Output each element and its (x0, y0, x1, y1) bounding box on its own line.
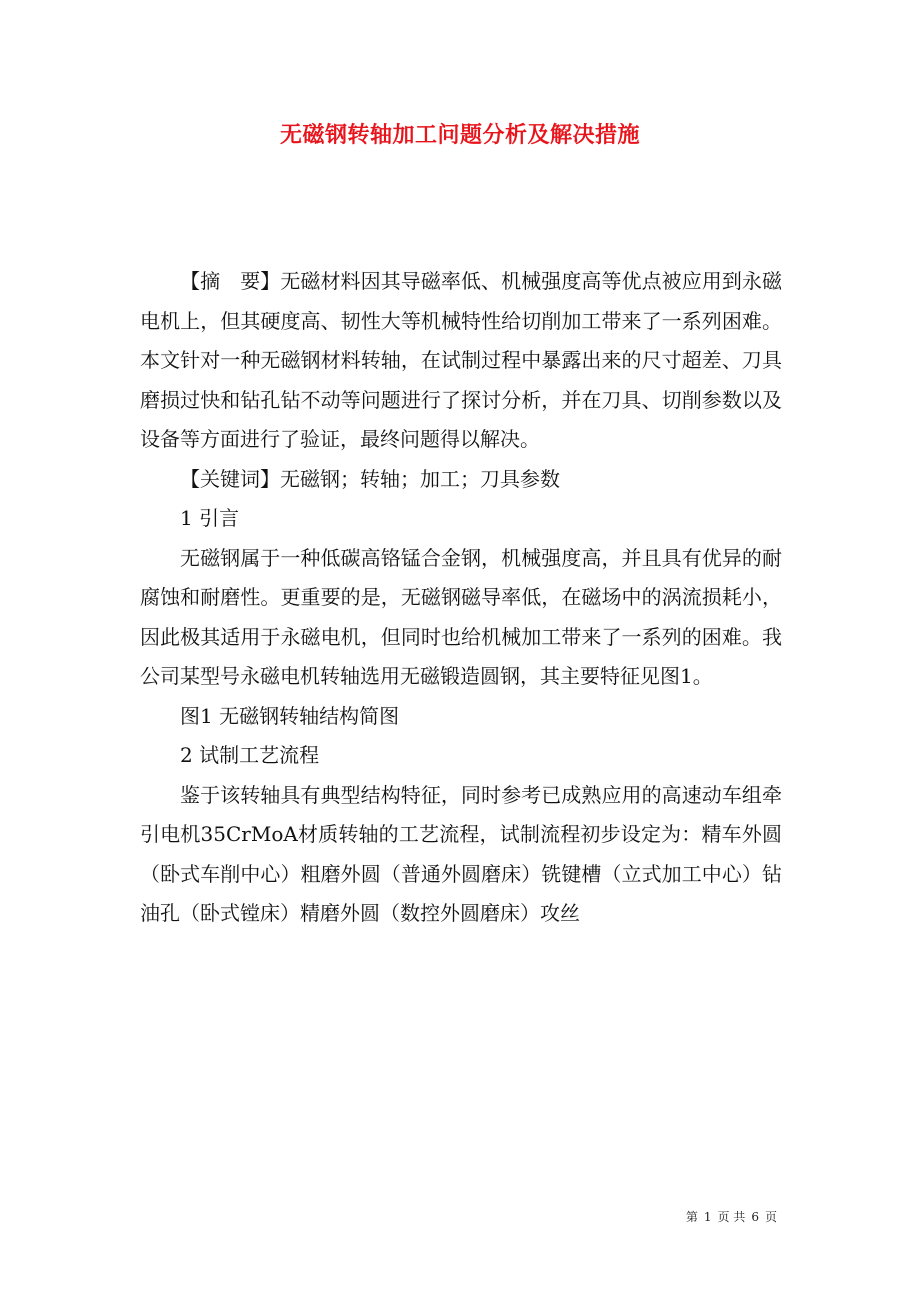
footer-page-mid: 页 共 (717, 1210, 746, 1224)
footer-page-suffix: 页 (764, 1210, 777, 1224)
keywords-paragraph: 【关键词】无磁钢；转轴；加工；刀具参数 (180, 466, 560, 491)
document-body (140, 262, 782, 934)
page-footer (683, 1208, 780, 1225)
footer-total-pages: 6 (751, 1210, 759, 1224)
footer-page-prefix: 第 (685, 1210, 698, 1224)
body-paragraph: 鉴于该转轴具有典型结构特征，同时参考已成熟应用的高速动车组牵引电机35CrMoA材质转轴的工艺流程，试制流程初步设定为：精车外圆（卧式车削中心）粗磨外圆（普通外圆磨床）铣键槽（立式加工中心）钻油孔（卧式镗床）精磨外圆（数控外圆磨床）攻丝 (140, 782, 782, 925)
document-title: 无磁钢转轴加工问题分析及解决措施 (279, 122, 640, 148)
section-heading-process: 2 试制工艺流程 (180, 743, 320, 767)
abstract-paragraph: 【摘 要】无磁材料因其导磁率低、机械强度高等优点被应用到永磁电机上，但其硬度高、韧性大等机械特性给切削加工带来了一系列困难。本文针对一种无磁钢材料转轴，在试制过程中暴露出来的尺寸超差、刀具磨损过快和钻孔钻不动等问题进行了探讨分析，并在刀具、切削参数以及设备等方面进行了验证，最终问题得以解决。 (140, 269, 782, 451)
figure-caption: 图1 无磁钢转轴结构简图 (180, 703, 400, 728)
section-heading-introduction: 1 引言 (180, 506, 240, 530)
footer-page-number: 1 (703, 1210, 712, 1224)
body-paragraph: 无磁钢属于一种低碳高铬锰合金钢，机械强度高，并且具有优异的耐腐蚀和耐磨性。更重要的是，无磁钢磁导率低，在磁场中的涡流损耗小，因此极其适用于永磁电机，但同时也给机械加工带来了一系列的困难。我公司某型号永磁电机转轴选用无磁锻造圆钢，其主要特征见图1。 (140, 545, 782, 688)
